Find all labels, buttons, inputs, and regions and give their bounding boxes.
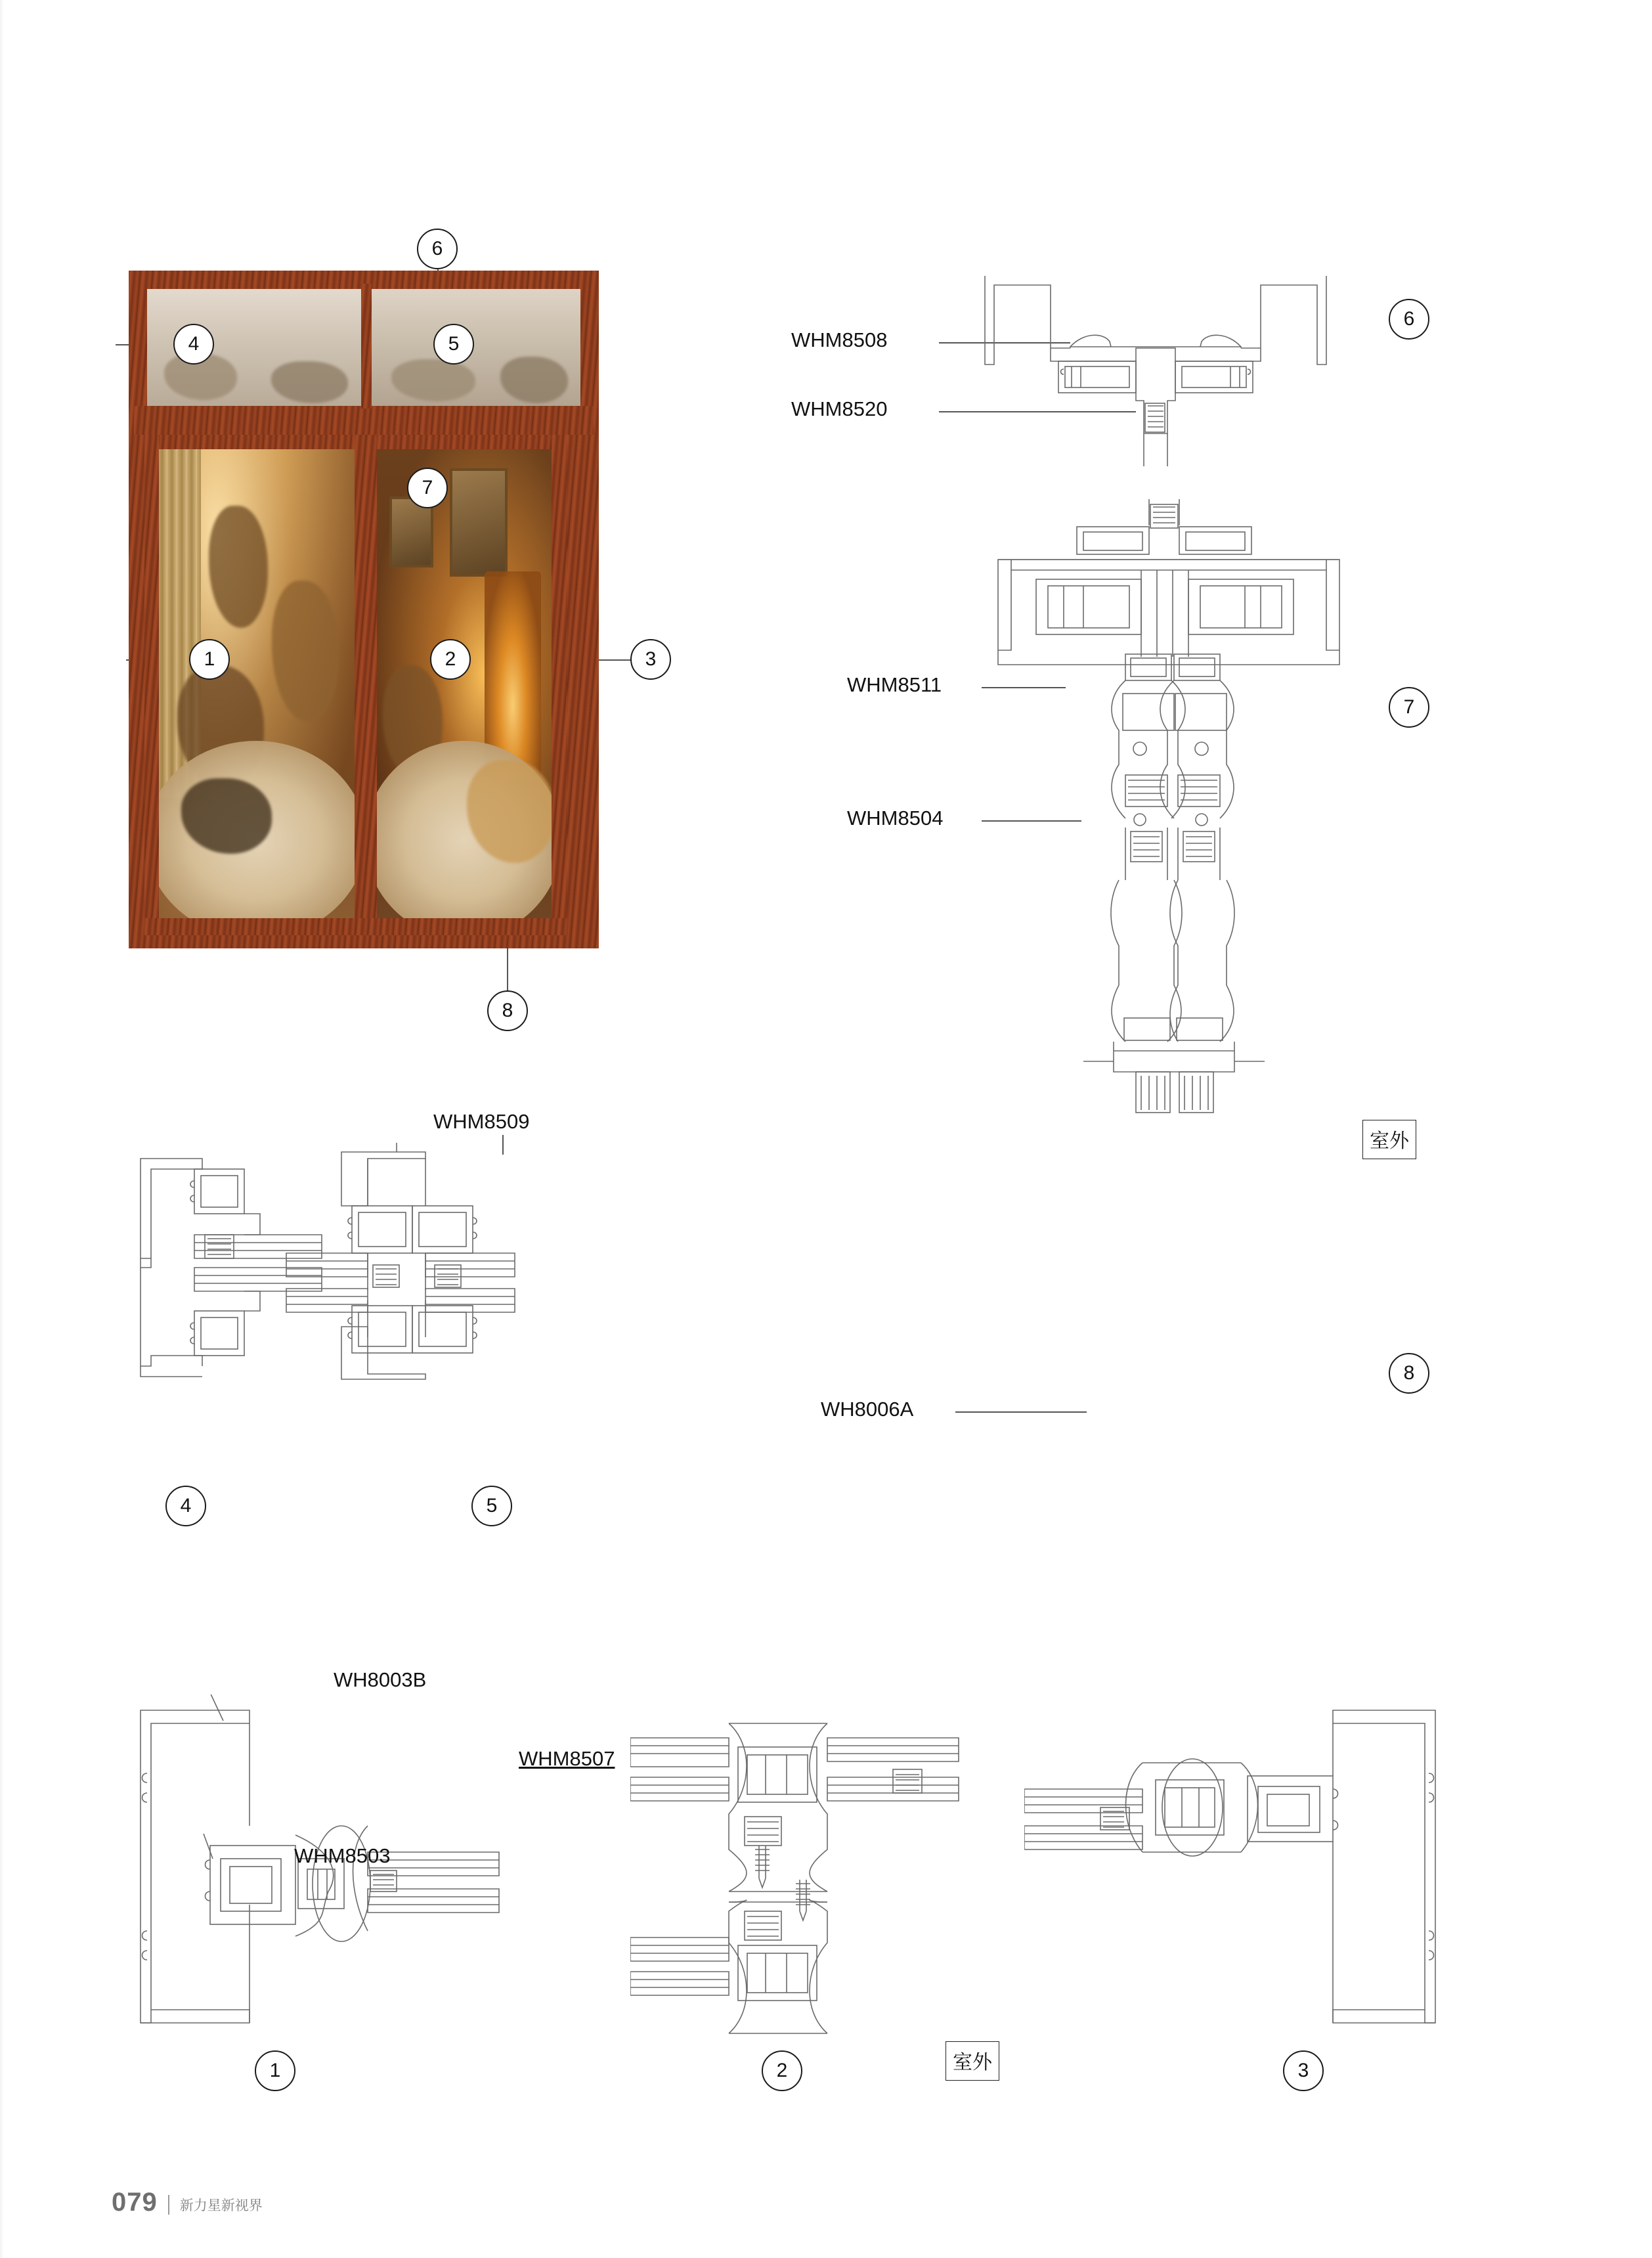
label-wh8006a: WH8006A [821,1398,914,1421]
page-edge-shade [0,0,4,2258]
detail-4-5-drawing [131,1143,650,1458]
label-whm8509: WHM8509 [433,1110,530,1133]
callout-8-photo[interactable]: 8 [487,990,528,1031]
photo-sash-left-frame [144,435,159,935]
callout-5-detail[interactable]: 5 [471,1486,512,1526]
callout-8-detail[interactable]: 8 [1389,1353,1429,1394]
label-wh8003b: WH8003B [334,1668,427,1691]
detail-7-drawing [985,499,1353,1117]
detail-3-drawing [1024,1694,1445,2043]
label-whm8520: WHM8520 [791,397,888,420]
callout-1-photo[interactable]: 1 [189,639,230,680]
label-whm8504: WHM8504 [847,807,944,830]
photo-transom-mullion [361,284,372,409]
outdoor-label-right: 室外 [1362,1120,1416,1159]
outdoor-label-bottom: 室外 [946,2041,999,2081]
glass-pane-bottom-right [376,449,552,919]
callout-6-photo[interactable]: 6 [417,229,458,269]
photo-transom-rail [134,406,594,435]
callout-7-detail[interactable]: 7 [1389,687,1429,728]
photo-meeting-stile [355,435,377,935]
callout-2-photo[interactable]: 2 [430,639,471,680]
callout-2-detail[interactable]: 2 [762,2050,802,2091]
detail-2-drawing [630,1714,972,2043]
callout-3-photo[interactable]: 3 [630,639,671,680]
callout-4-detail[interactable]: 4 [165,1486,206,1526]
callout-5-photo[interactable]: 5 [433,324,474,365]
callout-1-detail[interactable]: 1 [255,2050,295,2091]
photo-sash-right-frame [552,435,567,935]
label-whm8503: WHM8503 [294,1844,391,1867]
callout-3-detail[interactable]: 3 [1283,2050,1324,2091]
page-number: 079 [112,2188,158,2217]
window-photo [129,271,599,948]
label-whm8507: WHM8507 [519,1747,615,1770]
callout-6-detail[interactable]: 6 [1389,299,1429,340]
glass-pane-bottom-left [158,449,355,919]
page-footer [112,2188,263,2217]
photo-sill-rail [144,918,567,935]
glass-pane-top-right [370,289,580,406]
detail-6-drawing [972,269,1339,479]
leader-wh8006a [955,1411,1087,1413]
label-whm8511: WHM8511 [847,673,942,696]
footer-brand: 新力星新视界 [179,2198,263,2213]
footer-divider [168,2195,169,2215]
callout-4-photo[interactable]: 4 [173,324,214,365]
label-whm8508: WHM8508 [791,328,888,351]
callout-7-photo[interactable]: 7 [407,468,448,508]
